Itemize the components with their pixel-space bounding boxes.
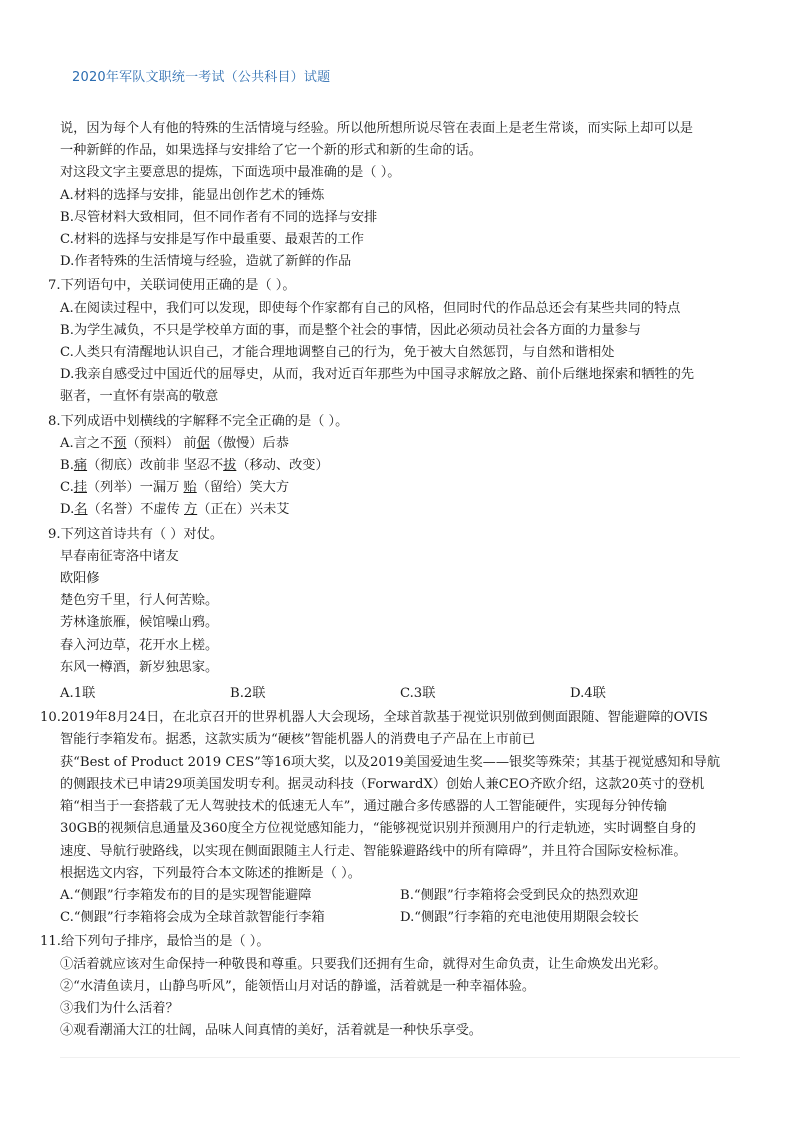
q10-options-row-1: [60, 885, 740, 907]
text: D.: [60, 502, 75, 518]
question-9: [48, 524, 740, 706]
q7-stem: 7.下列语句中，关联词使用正确的是（ ）。: [48, 278, 296, 294]
q7-option-d-cont: 驱者，一直怀有崇高的敬意: [60, 389, 219, 405]
text: B.: [60, 458, 74, 474]
underlined-char: 挂: [73, 480, 87, 496]
text: （彻底）改前非 坚忍不: [87, 458, 224, 474]
poem-line: 芳林逢旅雁，候馆噪山鸦。: [60, 615, 219, 631]
poem-line: 春入河边草，花开水上槎。: [60, 637, 219, 653]
q10-option-d: D.“侧跟”行李箱的充电池使用期限会较长: [400, 910, 639, 926]
q6-option-b: B.尽管材料大致相同，但不同作者有不同的选择与安排: [60, 209, 378, 225]
q9-options: [60, 683, 740, 705]
text: （移动、改变）: [236, 458, 329, 474]
q10-options-row-2: [60, 907, 740, 929]
q6-option-a: A.材料的选择与安排，能显出创作艺术的锤炼: [60, 187, 325, 203]
underlined-char: 方: [184, 502, 198, 518]
q11-stem: 11.给下列句子排序，最恰当的是（ ）。: [40, 934, 270, 950]
text: （留给）笑大方: [196, 480, 290, 496]
q10-passage-line: 获“Best of Product 2019 CES”等16项大奖，以及2019美国爱迪生奖——银奖等殊荣；其基于视觉感知和导航: [60, 754, 721, 770]
q10-passage-line: 智能行李箱发布。据悉，这款实质为“硬核”智能机器人的消费电子产品在上市前已: [60, 732, 536, 748]
q7-option-c: C.人类只有清醒地认识自己，才能合理地调整自己的行为，免于被大自然惩罚，与自然和谐相处: [60, 345, 615, 361]
poem-author: 欧阳修: [60, 571, 100, 587]
q10-passage-line: 箱“相当于一套搭载了无人驾驶技术的低速无人车”，通过融合多传感器的人工智能硬件，实现每分钟传输: [60, 799, 667, 815]
q8-stem: 8.下列成语中划横线的字解释不完全正确的是（ ）。: [48, 413, 349, 429]
underlined-char: 预: [113, 435, 127, 451]
underlined-char: 贻: [183, 480, 197, 496]
q6-passage-line: 说，因为每个人有他的特殊的生活情境与经验。所以他所想所说尽管在表面上是老生常谈，而实际上却可以是: [60, 121, 693, 136]
q9-option-b: B.2联: [230, 686, 266, 702]
q8-option-b: [60, 455, 740, 477]
page-header-title: 2020年军队文职统一考试（公共科目）试题: [72, 70, 331, 85]
q7-option-d: D.我亲自感受过中国近代的屈辱史，从而，我对近百年那些为中国寻求解放之路、前仆后继地探索和牺牲的先: [60, 367, 695, 383]
text: C.: [60, 480, 74, 496]
underlined-char: 拔: [223, 458, 237, 474]
q8-option-c: [60, 477, 740, 499]
underlined-char: 名: [74, 502, 88, 518]
q11-item: ②“水清鱼读月，山静鸟听风”，能领悟山月对话的静谧，活着就是一种幸福体验。: [60, 978, 536, 994]
q6-option-c: C.材料的选择与安排是写作中最重要、最艰苦的工作: [60, 232, 364, 248]
q9-option-c: C.3联: [400, 686, 436, 702]
text: （正在）兴未艾: [197, 502, 290, 518]
question-7: [48, 275, 740, 408]
q10-passage-line: 的侧跟技术已申请29项美国发明专利。据灵动科技（ForwardX）创始人兼CEO齐欧介绍，这款20英寸的登机: [60, 776, 705, 792]
text: （名誉）不虚传: [87, 502, 184, 518]
q6-stem: 对这段文字主要意思的提炼，下面选项中最准确的是（ ）。: [60, 165, 401, 181]
q10-passage-line: 10.2019年8月24日，在北京召开的世界机器人大会现场，全球首款基于视觉识别做到侧面跟随、智能避障的OVIS: [40, 710, 708, 726]
question-10: [40, 707, 740, 929]
q11-item: ④观看潮涌大江的壮阔，品味人间真情的美好，活着就是一种快乐享受。: [60, 1023, 482, 1039]
q7-option-b: B.为学生减负，不只是学校单方面的事，而是整个社会的事情，因此必须动员社会各方面的力量参与: [60, 322, 641, 338]
q9-option-d: D.4联: [570, 686, 606, 702]
text: （预料） 前: [126, 435, 197, 451]
q6-passage-line: 一种新鲜的作品，如果选择与安排给了它一个新的形式和新的生命的话。: [60, 143, 482, 159]
text: （傲慢）后恭: [209, 435, 289, 451]
q8-option-d: [60, 499, 740, 521]
q9-stem: 9.下列这首诗共有（ ）对仗。: [48, 526, 224, 542]
exam-content: [40, 118, 740, 1042]
q10-passage-line: 速度、导航行驶路线，以实现在侧面跟随主人行走、智能躲避路线中的所有障碍”，并且符合国际安检标准。: [60, 843, 687, 859]
q6-option-d: D.作者特殊的生活情境与经验，造就了新鲜的作品: [60, 254, 352, 270]
poem-line: 东风一樽酒，新岁独思家。: [60, 659, 219, 675]
q11-item: ①活着就应该对生命保持一种敬畏和尊重。只要我们还拥有生命，就得对生命负责，让生命焕发出光彩。: [60, 956, 667, 972]
text: A.言之不: [60, 435, 114, 451]
q8-option-a: [60, 433, 740, 455]
poem-title: 早春南征寄洛中诸友: [60, 548, 179, 564]
question-6: [60, 118, 740, 273]
q9-option-a: A.1联: [60, 686, 96, 702]
text: （列举）一漏万: [87, 480, 184, 496]
q10-option-b: B.“侧跟”行李箱将会受到民众的热烈欢迎: [400, 887, 639, 903]
q7-option-a: A.在阅读过程中，我们可以发现，即使每个作家都有自己的风格，但同时代的作品总还会有某些共同的特点: [60, 300, 681, 316]
page-divider: [60, 1057, 740, 1058]
underlined-char: 倨: [196, 435, 210, 451]
question-11: [40, 931, 740, 1042]
underlined-char: 痛: [73, 458, 88, 474]
q11-item: ③我们为什么活着？: [60, 1000, 179, 1016]
poem-line: 楚色穷千里，行人何苦赊。: [60, 593, 219, 609]
q10-stem: 根据选文内容，下列最符合本文陈述的推断是（ ）。: [60, 865, 361, 881]
q10-passage-line: 30GB的视频信息通量及360度全方位视觉感知能力，“能够视觉识别并预测用户的行走轨迹，实时调整自身的: [60, 821, 696, 837]
question-8: [48, 411, 740, 522]
q10-option-c: C.“侧跟”行李箱将会成为全球首款智能行李箱: [60, 910, 325, 926]
q10-option-a: A.“侧跟”行李箱发布的目的是实现智能避障: [60, 887, 312, 903]
